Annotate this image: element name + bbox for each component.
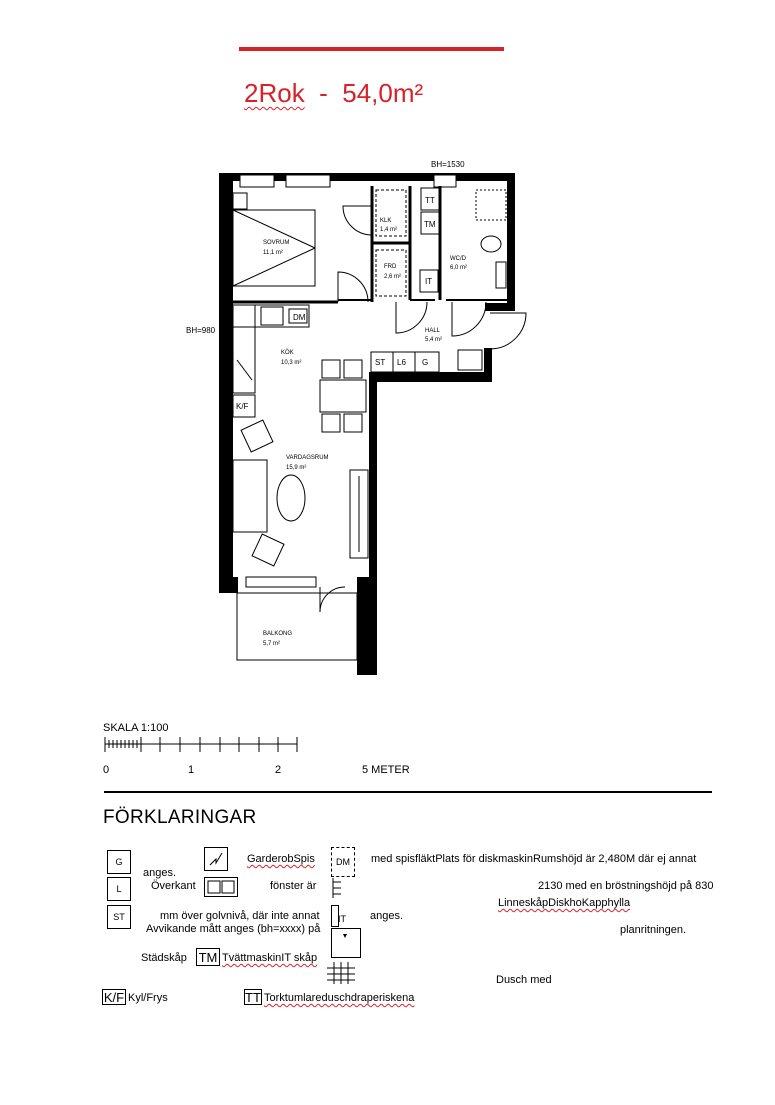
klk-area: 1,4 m² (380, 227, 398, 233)
exterior-walls (219, 173, 515, 675)
legend-text-overkant: Överkant (151, 880, 196, 892)
vardagsrum-label: VARDAGSRUM (286, 455, 329, 461)
sovrum-label: SOVRUM (263, 240, 290, 246)
legend-symbol-tt: TT (245, 989, 261, 1005)
balkong-label: BALKONG (263, 631, 293, 637)
kf-plan-label: K/F (236, 402, 249, 411)
tm-plan-label: TM (424, 220, 436, 229)
legend-heading: FÖRKLARINGAR (103, 807, 257, 828)
scale-label-2: 2 (275, 764, 282, 776)
legend-golvbrunn-icon (327, 962, 355, 984)
legend-text-stadskap: Städskåp (141, 952, 187, 964)
legend-text-torktumlare: Torktumlareduschdraperiskena (264, 992, 415, 1004)
kok-area: 10,3 m² (281, 360, 302, 366)
balkong-area: 5,7 m² (263, 641, 281, 647)
l6-plan-label: L6 (397, 358, 406, 367)
legend-text-avvikande: Avvikande mått anges (bh=xxxx) på (146, 923, 321, 935)
legend-text-dusch: Dusch med (496, 974, 552, 986)
wcd-label: WC/D (450, 256, 466, 262)
legend-symbol-tm: TM (196, 948, 220, 966)
tt-plan-label: TT (425, 196, 435, 205)
legend-disko-icon (204, 877, 238, 897)
scale-label-1: 1 (188, 764, 195, 776)
legend-symbol-kf: K/F (103, 989, 125, 1005)
legend-text-anges-1: anges. (143, 867, 177, 879)
legend-symbol-g: G (107, 850, 131, 874)
floor-plan (170, 150, 550, 680)
scale-title: SKALA 1:100 (103, 722, 169, 734)
section-divider (104, 791, 712, 793)
hall-area: 5,4 m² (425, 337, 443, 343)
hall-label: HALL (425, 328, 441, 334)
legend-text-kylfrys: Kyl/Frys (128, 992, 168, 1004)
frd-label: FRD (384, 264, 397, 270)
g-plan-label: G (422, 358, 429, 367)
title-rule (239, 47, 504, 51)
legend-symbol-dm: DM (331, 847, 355, 877)
legend-text-spisflakt: med spisfläktPlats för diskmaskinRumshöjd är 2,480M där ej annat (371, 853, 697, 865)
wcd-area: 6,0 m² (450, 265, 468, 271)
it-plan-label: IT (425, 277, 433, 286)
room-count: 2Rok (244, 78, 305, 108)
legend-symbol-it: IT (338, 914, 346, 924)
scale-label-0: 0 (103, 764, 110, 776)
scale-label-5-meter: 5 METER (362, 764, 410, 776)
title-separator: - (304, 78, 343, 108)
kok-label: KÖK (281, 350, 294, 356)
apartment-title (244, 78, 423, 109)
legend-symbol-st: ST (107, 905, 131, 929)
scale-bar (100, 734, 310, 756)
legend-text-linneskap: LinneskåpDiskhoKapphylla (498, 897, 631, 909)
apartment-area: 54,0m² (342, 78, 424, 108)
legend-linneskap-icon (331, 878, 347, 898)
legend-dusch-icon (331, 928, 361, 958)
bh-top-label: BH=1530 (431, 160, 465, 169)
legend-text-brostning: 2130 med en bröstningshöjd på 830 (538, 880, 714, 892)
klk-label: KLK (380, 218, 392, 224)
legend-text-garderob-spis: GarderobSpis (247, 853, 315, 865)
legend-text-anges-2: anges. (370, 910, 404, 922)
bh-left-label: BH=980 (186, 326, 216, 335)
frd-area: 2,6 m² (384, 274, 402, 280)
legend-text-planritningen: planritningen. (620, 924, 687, 936)
st-plan-label: ST (375, 358, 386, 367)
dm-plan-label: DM (293, 313, 306, 322)
legend-text-fonster: fönster är (270, 880, 317, 892)
legend-spis-icon (204, 847, 228, 871)
sovrum-area: 11,1 m² (263, 250, 283, 256)
legend-text-mm-over: mm över golvnivå, där inte annat (160, 910, 320, 922)
legend-text-tvattmaskin: TvättmaskinIT skåp (222, 952, 318, 964)
legend-symbol-l: L (107, 877, 131, 901)
vardagsrum-area: 15,9 m² (286, 465, 307, 471)
